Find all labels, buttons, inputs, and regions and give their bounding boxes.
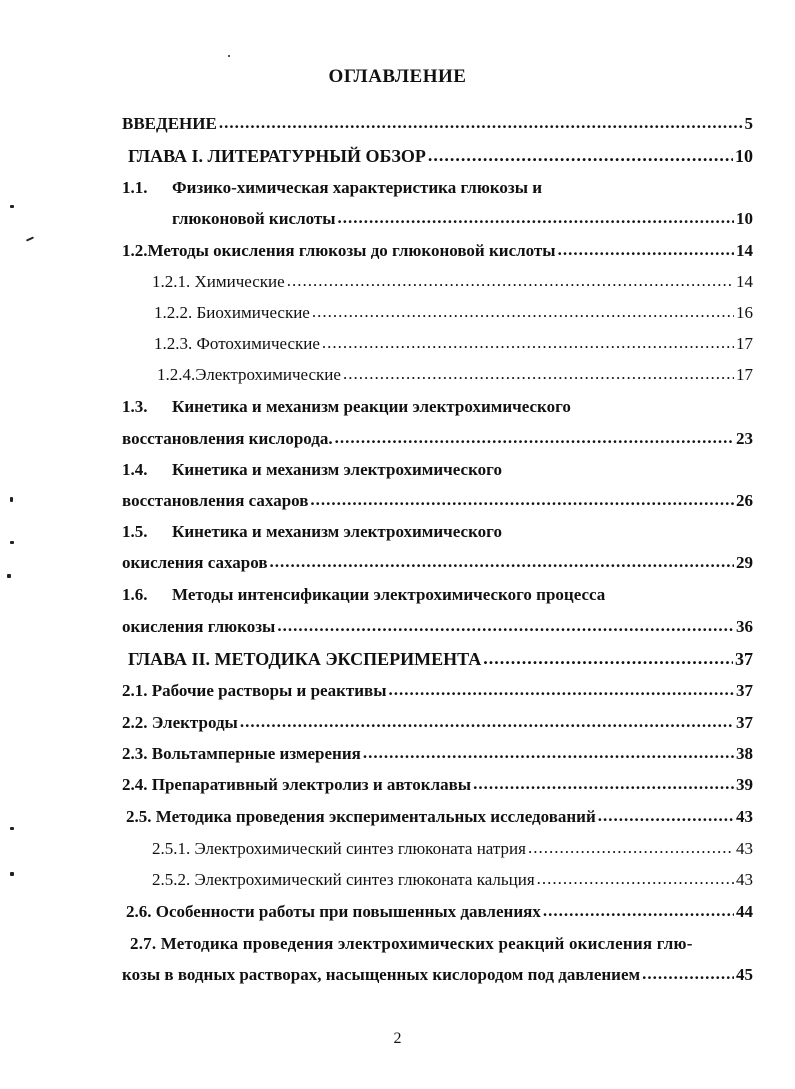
toc-entry-text: окисления глюкозы (122, 617, 276, 636)
toc-page-number: 37 (736, 713, 753, 732)
toc-page-number: 17 (736, 334, 753, 353)
toc-entry-number: 1.2. (122, 241, 148, 260)
leader-dots (338, 207, 734, 229)
toc-entry-number: 1.5. (122, 522, 148, 541)
toc-entry-text: 1.2.1. Химические (152, 272, 285, 291)
toc-entry-2-1[interactable] (122, 680, 753, 702)
leader-dots (322, 332, 734, 354)
toc-page-number: 39 (736, 775, 753, 794)
toc-entry-2-5-1[interactable] (152, 838, 753, 860)
leader-dots (483, 647, 733, 669)
page-title: ОГЛАВЛЕНИЕ (328, 66, 467, 87)
toc-entry-text: 2.5. Методика проведения экспериментальных исследований (126, 807, 596, 826)
leader-dots (287, 270, 734, 292)
toc-entry-1-6-line2[interactable] (122, 616, 753, 638)
scan-speck (10, 497, 13, 502)
toc-entry-text: 2.5.1. Электрохимический синтез глюконата натрия (152, 839, 526, 858)
toc-entry-text: ВВЕДЕНИЕ (122, 114, 217, 133)
toc-entry-number: 1.3. (122, 397, 148, 416)
toc-entry-2-4[interactable] (122, 774, 753, 796)
leader-dots (240, 711, 734, 733)
toc-entry-number: 1.1. (122, 178, 148, 197)
toc-page-number: 29 (736, 553, 753, 572)
toc-entry-2-5[interactable] (126, 806, 753, 828)
leader-dots (528, 837, 734, 859)
toc-entry-1-4-line1[interactable] (122, 459, 753, 481)
toc-entry-text: окисления сахаров (122, 553, 268, 572)
toc-page-number: 43 (736, 839, 753, 858)
toc-page-number: 26 (736, 491, 753, 510)
toc-page-number: 14 (736, 241, 753, 260)
scan-speck (10, 872, 14, 876)
toc-page-number: 17 (736, 365, 753, 384)
toc-entry-text: 2.3. Вольтамперные измерения (122, 744, 361, 763)
scan-speck (10, 205, 14, 208)
toc-page-number: 16 (736, 303, 753, 322)
toc-entry-text: Методы окисления глюкозы до глюконовой кислоты (147, 241, 556, 260)
toc-entry-1-1-line2[interactable] (172, 208, 753, 230)
toc-entry-1-5-line2[interactable] (122, 552, 753, 574)
toc-entry-text: восстановления сахаров (122, 491, 309, 510)
toc-entry-text: 1.2.2. Биохимические (154, 303, 310, 322)
toc-entry-text: 2.1. Рабочие растворы и реактивы (122, 681, 387, 700)
toc-page-number: 43 (736, 807, 753, 826)
toc-page-number: 23 (736, 429, 753, 448)
toc-entry-text: Методы интенсификации электрохимического процесса (172, 585, 606, 604)
toc-entry-text: Физико-химическая характеристика глюкозы и (172, 178, 543, 197)
scan-speck (10, 827, 14, 830)
toc-entry-2-2[interactable] (122, 712, 753, 734)
leader-dots (219, 112, 743, 134)
leader-dots (310, 489, 734, 511)
toc-page-number: 45 (736, 965, 753, 984)
toc-entry-text: 2.2. Электроды (122, 713, 238, 732)
toc-entry-1-2-4[interactable] (157, 364, 753, 386)
page-number: 2 (393, 1030, 402, 1047)
toc-entry-text: Кинетика и механизм электрохимического (172, 522, 502, 541)
leader-dots (598, 805, 734, 827)
toc-page-number: 5 (744, 114, 753, 133)
leader-dots (537, 868, 734, 890)
toc-page-number: 37 (736, 681, 753, 700)
toc-entry-text: 2.6. Особенности работы при повышенных давлениях (126, 902, 541, 921)
toc-entry-text: 2.4. Препаративный электролиз и автоклавы (122, 775, 472, 794)
toc-entry-1-4-line2[interactable] (122, 490, 753, 512)
leader-dots (363, 742, 734, 764)
leader-dots (428, 144, 733, 166)
toc-entry-2-5-2[interactable] (152, 869, 753, 891)
toc-entry-text: ГЛАВА I. ЛИТЕРАТУРНЫЙ ОБЗОР (128, 146, 426, 166)
leader-dots (642, 963, 734, 985)
toc-entry-1-2-3[interactable] (154, 333, 753, 355)
scan-speck (10, 541, 14, 544)
toc-entry-text: 1.2.4.Электрохимические (157, 365, 341, 384)
toc-entry-2-7-line1[interactable] (130, 933, 755, 955)
scan-speck (7, 574, 11, 578)
toc-entry-text: глюконовой кислоты (172, 209, 336, 228)
toc-entry-1-2-2[interactable] (154, 302, 753, 324)
toc-entry-chapter-1[interactable] (128, 145, 753, 167)
toc-entry-text: 2.7. Методика проведения электрохимических реакций окисления глю- (130, 934, 693, 953)
leader-dots (558, 239, 734, 261)
leader-dots (543, 900, 734, 922)
toc-entry-1-6-line1[interactable] (122, 584, 753, 606)
toc-entry-chapter-2[interactable] (128, 648, 753, 670)
toc-page-number: 14 (736, 272, 753, 291)
toc-entry-text: Кинетика и механизм реакции электрохимического (172, 397, 571, 416)
leader-dots (473, 773, 734, 795)
leader-dots (388, 679, 734, 701)
toc-page-number: 10 (736, 209, 753, 228)
toc-entry-text: восстановления кислорода. (122, 429, 333, 448)
toc-entry-text: 2.5.2. Электрохимический синтез глюконата кальция (152, 870, 535, 889)
leader-dots (335, 427, 734, 449)
toc-entry-1-5-line1[interactable] (122, 521, 753, 543)
leader-dots (343, 363, 734, 385)
toc-entry-1-3-line1[interactable] (122, 396, 753, 418)
leader-dots (270, 551, 735, 573)
toc-page-number: 38 (736, 744, 753, 763)
toc-entry-2-3[interactable] (122, 743, 753, 765)
toc-page-number: 36 (736, 617, 753, 636)
toc-entry-2-7-line2[interactable] (122, 964, 753, 986)
toc-entry-text: ГЛАВА II. МЕТОДИКА ЭКСПЕРИМЕНТА (128, 649, 482, 669)
leader-dots (277, 615, 734, 637)
toc-entry-text: козы в водных растворах, насыщенных кислородом под давлением (122, 965, 641, 984)
scan-speck (228, 55, 230, 57)
toc-entry-number: 1.6. (122, 585, 148, 604)
toc-entry-text: 1.2.3. Фотохимические (154, 334, 320, 353)
toc-entry-1-2[interactable] (122, 240, 753, 262)
toc-entry-2-6[interactable] (126, 901, 753, 923)
toc-page-number: 10 (735, 146, 753, 166)
leader-dots (312, 301, 734, 323)
toc-entry-number: 1.4. (122, 460, 148, 479)
toc-entry-1-2-1[interactable] (152, 271, 753, 293)
toc-entry-1-3-line2[interactable] (122, 428, 753, 450)
toc-page-number: 37 (735, 649, 753, 669)
toc-entry-1-1-line1[interactable] (122, 177, 753, 199)
toc-page-number: 44 (736, 902, 753, 921)
toc-entry-text: Кинетика и механизм электрохимического (172, 460, 502, 479)
toc-page-number: 43 (736, 870, 753, 889)
toc-entry-intro[interactable] (122, 113, 753, 135)
